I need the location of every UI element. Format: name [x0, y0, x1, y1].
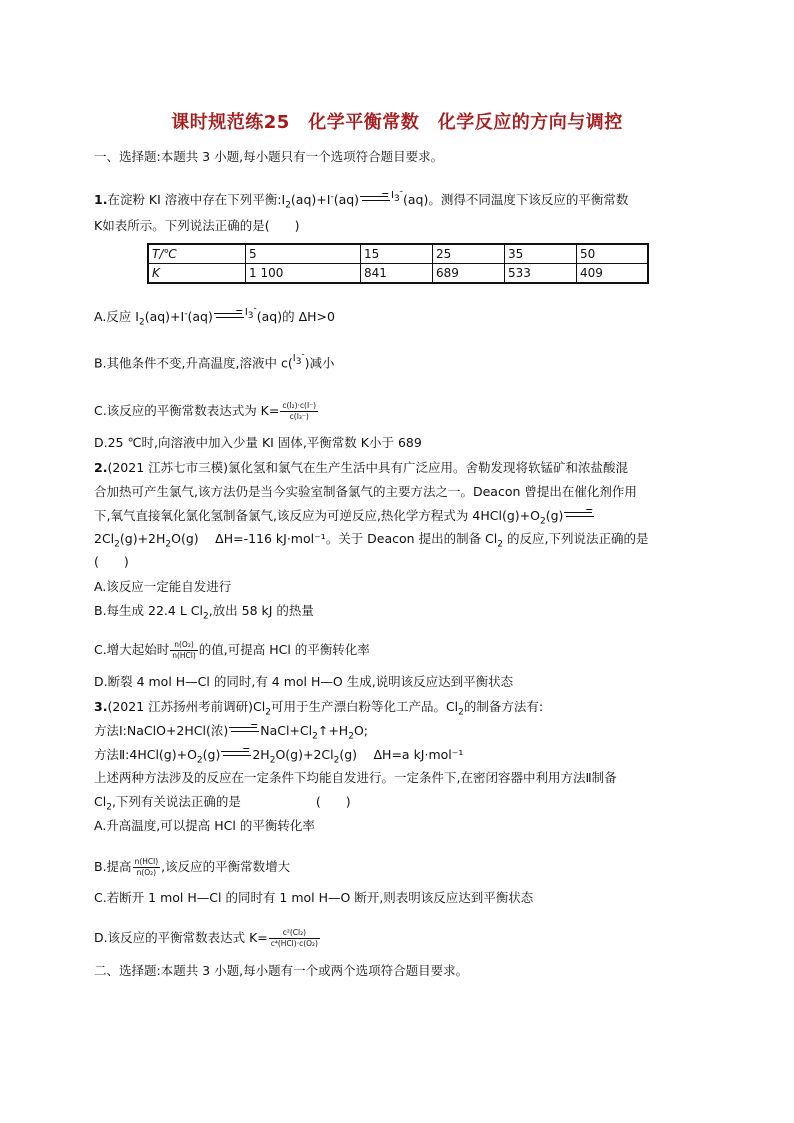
- question-3-line-1: 3.(2021 江苏扬州考前调研)$Cl_2$可用于生产漂白粉等化工产品。$Cl_2$的制备方法有:: [94, 699, 544, 718]
- equilibrium-constant-table: [147, 243, 649, 284]
- section-1-heading: 一、选择题:本题共 3 小题,每小题只有一个选项符合题目要求。: [94, 149, 444, 164]
- fraction: $\frac{\text{n(HCl)}}{\text{n(O₂)}}$: [134, 857, 159, 877]
- question-1-option-b[interactable]: B.其他条件不变,升高温度,溶液中 c($^{I_3^-}$)减小: [94, 350, 335, 371]
- question-2-number: 2.: [94, 460, 108, 475]
- question-3-line-4: 上述两种方法涉及的反应在一定条件下均能自发进行。一定条件下,在密闭容器中利用方法Ⅱ制备: [94, 770, 617, 785]
- question-1-line-2: K如表所示。下列说法正确的是( ): [94, 218, 300, 233]
- question-1-option-d[interactable]: D.25 ℃时,向溶液中加入少量 KI 固体,平衡常数 K小于 689: [94, 435, 422, 450]
- question-3-option-d[interactable]: D.该反应的平衡常数表达式 K= $\frac{\text{c²(Cl₂)}}{\text{c⁴(HCl)·c(O₂)}}$: [94, 928, 318, 948]
- question-2-line-4: $2Cl_2(g)+2H_2O(g)$ ΔH=-116 kJ·mol⁻¹。关于 Deacon 提出的制备 $Cl_2$ 的反应,下列说法正确的是: [94, 531, 649, 550]
- fraction: $\frac{\text{n(O₂)}}{\text{n(HCl)}}$: [172, 640, 196, 660]
- question-3-option-b[interactable]: B.提高 $\frac{\text{n(HCl)}}{\text{n(O₂)}}$ ,该反应的平衡常数增大: [94, 857, 291, 877]
- equilibrium-arrow-icon: [221, 748, 251, 760]
- table-row: T/℃ 5 15 25 35 50: [148, 244, 648, 264]
- fraction: $\frac{\text{c²(Cl₂)}}{\text{c⁴(HCl)·c(O₂)}}$: [270, 928, 318, 948]
- equilibrium-arrow-icon: [229, 724, 259, 736]
- question-1-option-a[interactable]: A.反应 $I_2(aq)+I^-(aq)$ $^{I_3^-}$(aq)的 ΔH>0: [94, 303, 335, 328]
- question-2-line-5: ( ): [94, 554, 129, 569]
- question-2-line-1: 2.(2021 江苏七市三模)氯化氢和氯气在生产生活中具有广泛应用。舍勒发现将软锰矿和浓盐酸混: [94, 460, 628, 475]
- question-2-option-c[interactable]: C.增大起始时 $\frac{\text{n(O₂)}}{\text{n(HCl)}}$ 的值,可提高 HCl 的平衡转化率: [94, 640, 370, 660]
- question-3-line-5: $Cl_2$,下列有关说法正确的是 ( ): [94, 794, 351, 813]
- fraction: $\frac{\text{c(I₂)·c(I⁻)}}{\text{c(I₃⁻)}}$: [282, 401, 317, 421]
- equilibrium-arrow-icon: [564, 509, 594, 521]
- question-3-option-c[interactable]: C.若断开 1 mol H—Cl 的同时有 1 mol H—O 断开,则表明该反应达到平衡状态: [94, 890, 534, 905]
- section-2-heading: 二、选择题:本题共 3 小题,每小题有一个或两个选项符合题目要求。: [94, 963, 469, 978]
- question-2-line-3: 下,氧气直接氧化氯化氢制备氯气,该反应为可逆反应,热化学方程式为 $4HCl(g)+O_2(g)$: [94, 507, 595, 531]
- question-2-option-d[interactable]: D.断裂 4 mol H—Cl 的同时,有 4 mol H—O 生成,说明该反应达到平衡状态: [94, 674, 514, 689]
- question-3-number: 3.: [94, 699, 108, 714]
- page-title: 课时规范练25 化学平衡常数 化学反应的方向与调控: [171, 112, 623, 133]
- equilibrium-arrow-icon: [214, 310, 244, 322]
- question-1-option-c[interactable]: C.该反应的平衡常数表达式为 K= $\frac{\text{c(I₂)·c(I⁻)}}{\text{c(I₃⁻)}}$: [94, 401, 317, 421]
- question-1-number: 1.: [94, 192, 108, 208]
- question-2-option-b[interactable]: B.每生成 22.4 L $Cl_2$,放出 58 kJ 的热量: [94, 603, 314, 622]
- question-2-line-2: 合加热可产生氯气,该方法仍是当今实验室制备氯气的主要方法之一。Deacon 曾提出在催化剂作用: [94, 484, 637, 499]
- table-row: K 1 100 841 689 533 409: [148, 264, 648, 284]
- question-1-line-1: 1.在淀粉 KI 溶液中存在下列平衡$:I_2(aq)+I^-(aq)$ $^{I_3^-}$(aq)。测得不同温度下该反应的平衡常数: [94, 186, 629, 211]
- method-1-equation: 方法Ⅰ:NaClO+2HCl(浓) $NaCl+Cl_2↑+H_2O$;: [94, 723, 369, 742]
- question-2-option-a[interactable]: A.该反应一定能自发进行: [94, 579, 232, 594]
- question-3-option-a[interactable]: A.升高温度,可以提高 HCl 的平衡转化率: [94, 818, 315, 833]
- method-2-equation: 方法$Ⅱ:4HCl(g)+O_2(g)$ $2H_2O(g)+2Cl_2(g)$ ΔH=a kJ·mol⁻¹: [94, 747, 464, 766]
- equilibrium-arrow-icon: [360, 193, 390, 205]
